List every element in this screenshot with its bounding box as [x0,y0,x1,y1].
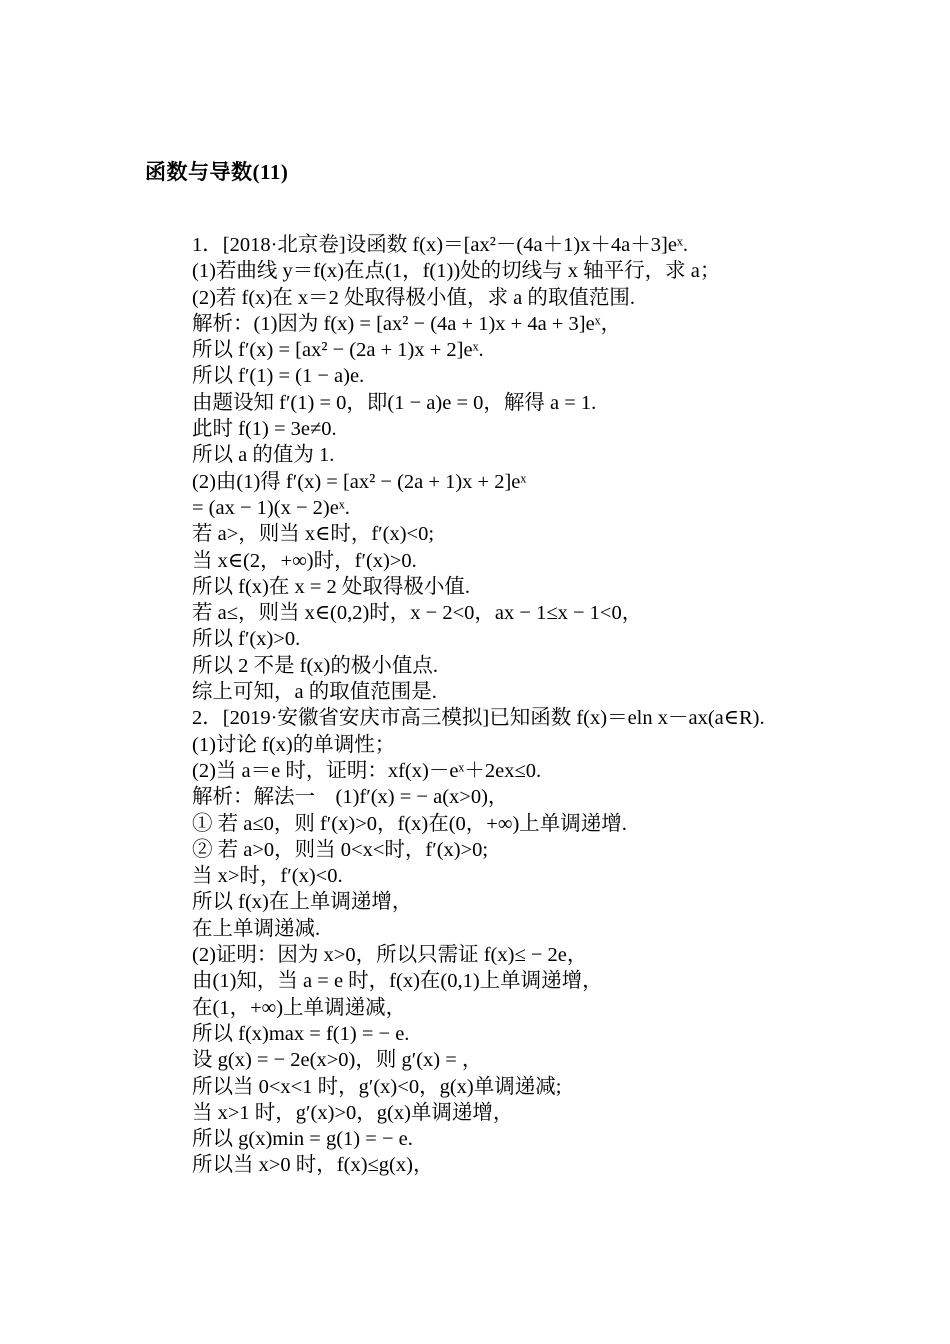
solution-line: (2)证明：因为 x>0，所以只需证 f(x)≤ − 2e， [192,944,588,967]
solution-line: 所以 f′(x)>0. [192,628,301,651]
problem-2-part-2: (2)当 a＝e 时，证明：xf(x)－eˣ＋2ex≤0. [192,759,542,782]
solution-line: = (ax − 1)(x − 2)eˣ. [192,496,350,519]
solution-line: 当 x>1 时，g′(x)>0，g(x)单调递增， [192,1101,514,1124]
solution-line: 所以当 0<x<1 时，g′(x)<0，g(x)单调递减; [192,1075,562,1098]
solution-line: 解析：解法一 (1)f′(x) = − a(x>0)， [192,786,509,809]
page-title: 函数与导数(11) [145,160,289,184]
solution-line: 所以 f′(1) = (1 − a)e. [192,365,365,388]
solution-line: 解析：(1)因为 f(x) = [ax² − (4a + 1)x + 4a + 3]eˣ， [192,312,622,335]
solution-line: 设 g(x) = − 2e(x>0)，则 g′(x) = ， [192,1049,483,1072]
solution-line: 由题设知 f′(1) = 0，即(1 − a)e = 0，解得 a = 1. [192,391,597,414]
solution-line: 所以 f(x)max = f(1) = − e. [192,1022,410,1045]
solution-line: 由(1)知，当 a = e 时，f(x)在(0,1)上单调递增， [192,970,603,993]
solution-line: 所以 2 不是 f(x)的极小值点. [192,654,438,677]
problem-1-statement: 1．[2018·北京卷]设函数 f(x)＝[ax²－(4a＋1)x＋4a＋3]eˣ. [192,234,688,256]
solution-line: 当 x>时，f′(x)<0. [192,865,343,888]
solution-line: ① 若 a≤0，则 f′(x)>0，f(x)在(0，+∞)上单调递增. [192,812,627,835]
solution-line: 当 x∈(2，+∞)时，f′(x)>0. [192,549,417,572]
solution-line: 在(1，+∞)上单调递减， [192,996,407,1019]
solution-line: 所以 f(x)在上单调递增， [192,891,413,914]
problem-1-part-2: (2)若 f(x)在 x＝2 处取得极小值，求 a 的取值范围. [192,286,635,309]
solution-line: 此时 f(1) = 3e≠0. [192,418,337,441]
solution-line: 所以 a 的值为 1. [192,444,335,467]
solution-line: 若 a≤，则当 x∈(0,2)时，x − 2<0，ax − 1≤x − 1<0， [192,602,643,625]
solution-line: 在上单调递减. [192,917,321,940]
solution-line: 所以当 x>0 时，f(x)≤g(x)， [192,1154,434,1177]
problem-1-part-1: (1)若曲线 y＝f(x)在点(1，f(1))处的切线与 x 轴平行，求 a； [192,260,721,283]
document-body [145,232,813,1179]
solution-line: 若 a>，则当 x∈时，f′(x)<0; [192,523,435,546]
solution-line: ② 若 a>0，则当 0<x<时，f′(x)>0; [192,838,489,861]
solution-line: 所以 g(x)min = g(1) = − e. [192,1128,413,1151]
solution-line: (2)由(1)得 f′(x) = [ax² − (2a + 1)x + 2]eˣ [192,470,527,493]
problem-2-statement: 2．[2019·安徽省安庆市高三模拟]已知函数 f(x)＝eln x－ax(a∈R). [192,707,765,730]
solution-line: 所以 f(x)在 x = 2 处取得极小值. [192,575,471,598]
problem-2-part-1: (1)讨论 f(x)的单调性； [192,733,396,756]
solution-line: 所以 f′(x) = [ax² − (2a + 1)x + 2]eˣ. [192,339,484,362]
solution-line: 综上可知，a 的取值范围是. [192,681,437,704]
